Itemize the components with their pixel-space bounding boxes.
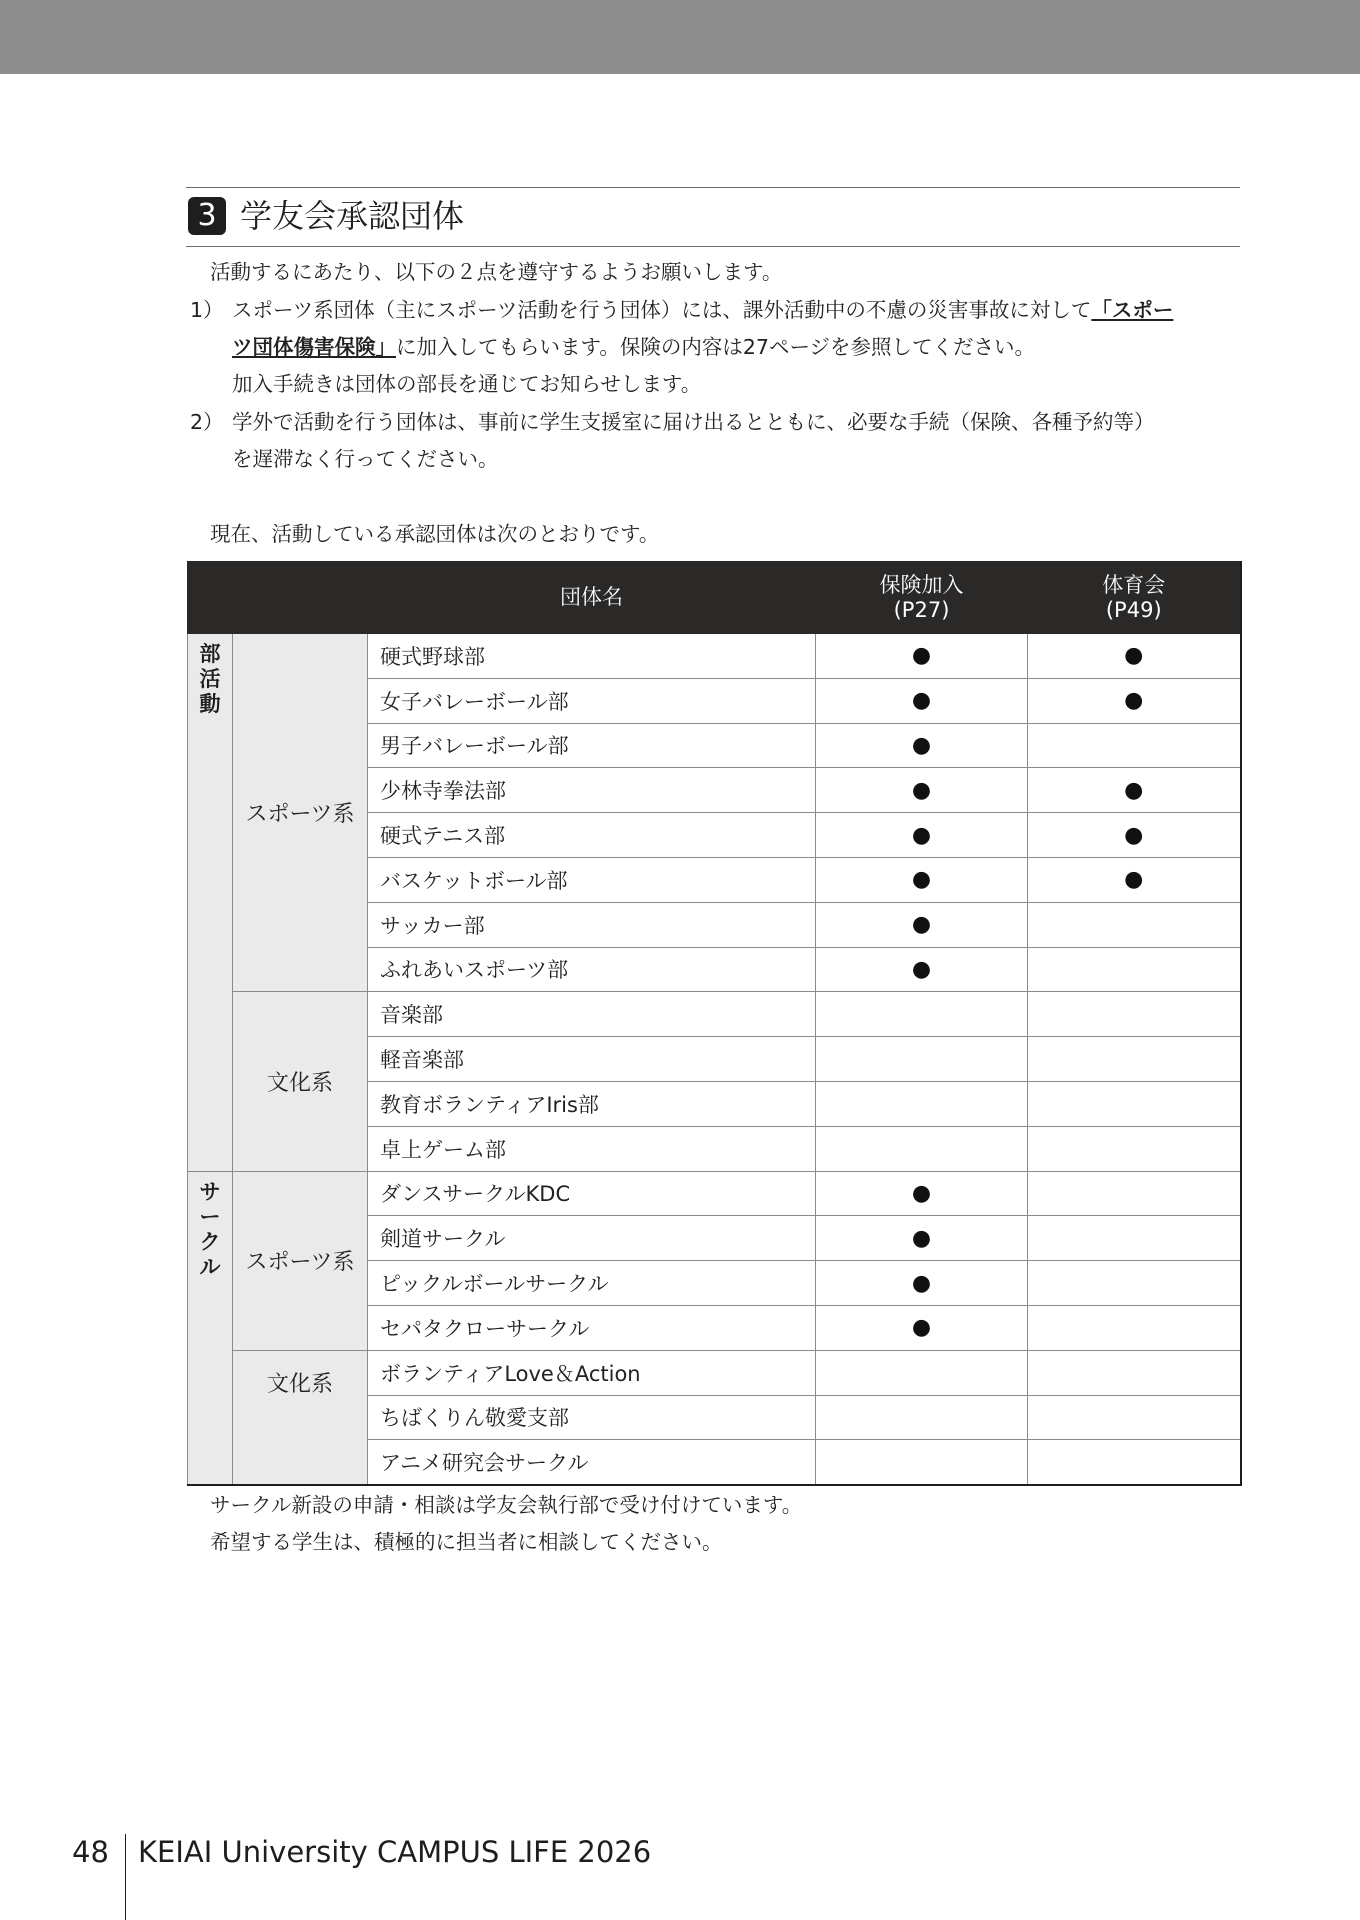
group-name: ピックルボールサークル xyxy=(368,1261,816,1306)
insurance-mark xyxy=(816,1126,1028,1171)
top-band xyxy=(0,0,1360,74)
insurance-mark: ● xyxy=(816,857,1028,902)
intro-text: 活動するにあたり、以下の２点を遵守するようお願いします。 xyxy=(210,260,783,284)
insurance-mark: ● xyxy=(816,723,1028,768)
insurance-mark xyxy=(816,1350,1028,1395)
taiikukai-mark: ● xyxy=(1028,678,1241,723)
group-name: 剣道サークル xyxy=(368,1216,816,1261)
group-name: セパタクローサークル xyxy=(368,1305,816,1350)
insurance-mark: ● xyxy=(816,1216,1028,1261)
group-name: 軽音楽部 xyxy=(368,1037,816,1082)
taiikukai-mark: ● xyxy=(1028,768,1241,813)
table-row xyxy=(188,1171,1241,1216)
page-number: 48 xyxy=(72,1835,109,1869)
section-header xyxy=(186,187,1240,247)
rule-2-line-2: を遅滞なく行ってください。 xyxy=(232,447,499,471)
insurance-mark: ● xyxy=(816,947,1028,992)
table-row xyxy=(188,1350,1241,1395)
taiikukai-mark xyxy=(1028,1171,1241,1216)
category-circle: サークル xyxy=(188,1171,233,1485)
rule-1-line-1 xyxy=(232,296,1173,324)
taiikukai-mark: ● xyxy=(1028,857,1241,902)
taiikukai-mark xyxy=(1028,1126,1241,1171)
subcategory-sports: スポーツ系 xyxy=(233,634,368,992)
group-name: アニメ研究会サークル xyxy=(368,1440,816,1485)
rule-1-text-2: に加入してもらいます。保険の内容は27ページを参照してください。 xyxy=(396,335,1036,359)
insurance-mark xyxy=(816,1037,1028,1082)
footer-divider xyxy=(125,1834,126,1920)
taiikukai-mark: ● xyxy=(1028,634,1241,679)
section-number-badge: 3 xyxy=(188,197,226,235)
group-name: バスケットボール部 xyxy=(368,857,816,902)
category-club: 部活動 xyxy=(188,634,233,1172)
insurance-mark: ● xyxy=(816,768,1028,813)
insurance-reference-1: 「スポー xyxy=(1091,298,1174,322)
taiikukai-mark xyxy=(1028,1440,1241,1485)
table-intro: 現在、活動している承認団体は次のとおりです。 xyxy=(210,522,660,546)
subcategory-culture: 文化系 xyxy=(233,1350,368,1485)
insurance-mark: ● xyxy=(816,1171,1028,1216)
insurance-mark: ● xyxy=(816,1261,1028,1306)
table-row xyxy=(188,992,1241,1037)
insurance-mark: ● xyxy=(816,813,1028,858)
header-category xyxy=(188,562,368,634)
footer-title: KEIAI University CAMPUS LIFE 2026 xyxy=(138,1835,652,1869)
rule-1-line-2 xyxy=(232,333,1035,361)
rule-1-line-3: 加入手続きは団体の部長を通じてお知らせします。 xyxy=(232,372,702,396)
rule-2-number: 2） xyxy=(190,410,224,434)
taiikukai-mark xyxy=(1028,1350,1241,1395)
taiikukai-mark xyxy=(1028,1037,1241,1082)
group-name: 音楽部 xyxy=(368,992,816,1037)
group-name: 女子バレーボール部 xyxy=(368,678,816,723)
taiikukai-mark: ● xyxy=(1028,813,1241,858)
note-line-2: 希望する学生は、積極的に担当者に相談してください。 xyxy=(210,1530,723,1554)
rule-1-number: 1） xyxy=(190,298,224,322)
group-name: ダンスサークルKDC xyxy=(368,1171,816,1216)
group-name: ふれあいスポーツ部 xyxy=(368,947,816,992)
taiikukai-mark xyxy=(1028,992,1241,1037)
group-name: 硬式テニス部 xyxy=(368,813,816,858)
note-line-1: サークル新設の申請・相談は学友会執行部で受け付けています。 xyxy=(210,1493,803,1517)
group-name: サッカー部 xyxy=(368,902,816,947)
group-name: 男子バレーボール部 xyxy=(368,723,816,768)
rule-2-line-1: 学外で活動を行う団体は、事前に学生支援室に届け出るとともに、必要な手続（保険、各種予約等） xyxy=(232,410,1155,434)
group-name: 教育ボランティアIris部 xyxy=(368,1081,816,1126)
group-name: 硬式野球部 xyxy=(368,634,816,679)
taiikukai-mark xyxy=(1028,1305,1241,1350)
table-header-row xyxy=(188,562,1241,634)
insurance-reference-2: ツ団体傷害保険」 xyxy=(232,335,396,359)
rule-1-text: スポーツ系団体（主にスポーツ活動を行う団体）には、課外活動中の不慮の災害事故に対して xyxy=(232,298,1092,322)
group-name: 少林寺拳法部 xyxy=(368,768,816,813)
taiikukai-mark xyxy=(1028,947,1241,992)
header-group-name: 団体名 xyxy=(368,562,816,634)
taiikukai-mark xyxy=(1028,1261,1241,1306)
insurance-mark xyxy=(816,1395,1028,1440)
insurance-mark xyxy=(816,1081,1028,1126)
approved-groups-table xyxy=(187,561,1242,1486)
insurance-mark: ● xyxy=(816,634,1028,679)
section-title: 学友会承認団体 xyxy=(240,197,465,235)
subcategory-culture: 文化系 xyxy=(233,992,368,1171)
subcategory-sports: スポーツ系 xyxy=(233,1171,368,1350)
group-name: ちばくりん敬愛支部 xyxy=(368,1395,816,1440)
header-taiikukai: 体育会 (P49) xyxy=(1028,562,1241,634)
taiikukai-mark xyxy=(1028,902,1241,947)
taiikukai-mark xyxy=(1028,723,1241,768)
taiikukai-mark xyxy=(1028,1081,1241,1126)
header-insurance: 保険加入 (P27) xyxy=(816,562,1028,634)
insurance-mark: ● xyxy=(816,1305,1028,1350)
group-name: 卓上ゲーム部 xyxy=(368,1126,816,1171)
table-row xyxy=(188,634,1241,679)
insurance-mark xyxy=(816,1440,1028,1485)
taiikukai-mark xyxy=(1028,1395,1241,1440)
insurance-mark: ● xyxy=(816,902,1028,947)
insurance-mark: ● xyxy=(816,678,1028,723)
insurance-mark xyxy=(816,992,1028,1037)
group-name: ボランティアLove＆Action xyxy=(368,1350,816,1395)
taiikukai-mark xyxy=(1028,1216,1241,1261)
